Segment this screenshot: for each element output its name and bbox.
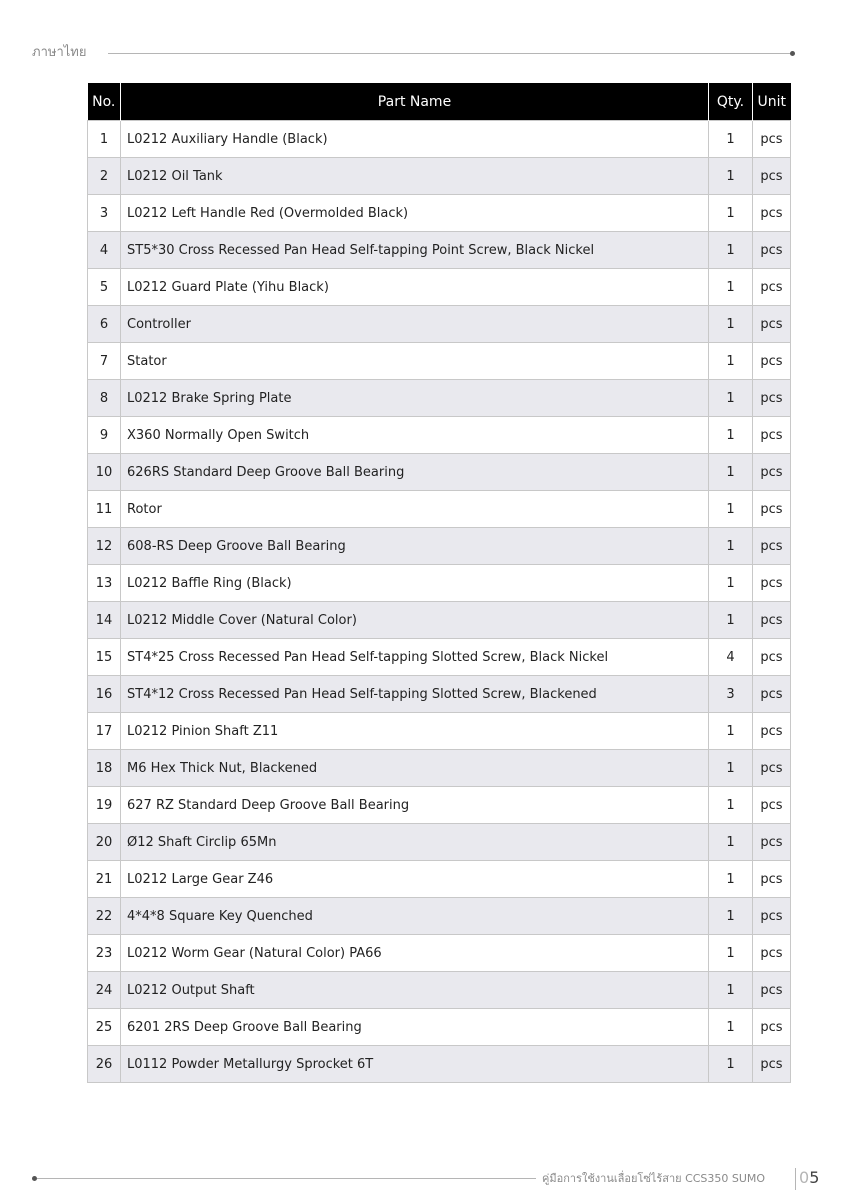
cell-part-name: L0212 Large Gear Z46 — [121, 861, 709, 898]
language-label: ภาษาไทย — [32, 45, 87, 60]
cell-unit: pcs — [753, 269, 791, 306]
cell-qty: 1 — [709, 565, 753, 602]
table-row — [88, 195, 791, 232]
cell-no: 3 — [88, 195, 121, 232]
cell-part-name: Controller — [121, 306, 709, 343]
table-row — [88, 380, 791, 417]
cell-part-name: L0212 Auxiliary Handle (Black) — [121, 121, 709, 158]
cell-no: 10 — [88, 454, 121, 491]
cell-no: 14 — [88, 602, 121, 639]
cell-unit: pcs — [753, 1046, 791, 1083]
table-row — [88, 676, 791, 713]
table-row — [88, 750, 791, 787]
table-row — [88, 602, 791, 639]
cell-qty: 1 — [709, 972, 753, 1009]
cell-unit: pcs — [753, 306, 791, 343]
parts-table — [87, 83, 791, 1083]
cell-unit: pcs — [753, 824, 791, 861]
cell-qty: 1 — [709, 602, 753, 639]
cell-part-name: 627 RZ Standard Deep Groove Ball Bearing — [121, 787, 709, 824]
cell-no: 2 — [88, 158, 121, 195]
table-row — [88, 787, 791, 824]
cell-qty: 1 — [709, 195, 753, 232]
cell-qty: 1 — [709, 232, 753, 269]
cell-qty: 1 — [709, 269, 753, 306]
cell-no: 11 — [88, 491, 121, 528]
cell-no: 17 — [88, 713, 121, 750]
table-row — [88, 343, 791, 380]
cell-no: 25 — [88, 1009, 121, 1046]
cell-no: 24 — [88, 972, 121, 1009]
cell-no: 20 — [88, 824, 121, 861]
cell-qty: 1 — [709, 1046, 753, 1083]
cell-part-name: L0212 Pinion Shaft Z11 — [121, 713, 709, 750]
header-divider — [108, 53, 790, 54]
table-row — [88, 1046, 791, 1083]
cell-qty: 1 — [709, 491, 753, 528]
cell-unit: pcs — [753, 195, 791, 232]
cell-part-name: Rotor — [121, 491, 709, 528]
cell-no: 7 — [88, 343, 121, 380]
parts-table-body — [88, 121, 791, 1083]
column-header-part-name: Part Name — [121, 83, 709, 121]
cell-part-name: 6201 2RS Deep Groove Ball Bearing — [121, 1009, 709, 1046]
cell-unit: pcs — [753, 898, 791, 935]
cell-no: 23 — [88, 935, 121, 972]
table-row — [88, 972, 791, 1009]
table-row — [88, 232, 791, 269]
column-header-no: No. — [88, 83, 121, 121]
cell-qty: 1 — [709, 935, 753, 972]
table-row — [88, 713, 791, 750]
cell-no: 15 — [88, 639, 121, 676]
cell-qty: 1 — [709, 417, 753, 454]
cell-unit: pcs — [753, 639, 791, 676]
cell-no: 4 — [88, 232, 121, 269]
cell-qty: 1 — [709, 750, 753, 787]
cell-no: 1 — [88, 121, 121, 158]
table-row — [88, 898, 791, 935]
cell-unit: pcs — [753, 380, 791, 417]
footer-divider — [37, 1178, 536, 1179]
cell-no: 16 — [88, 676, 121, 713]
table-row — [88, 269, 791, 306]
table-row — [88, 639, 791, 676]
cell-part-name: L0212 Oil Tank — [121, 158, 709, 195]
table-header-row — [88, 83, 791, 121]
cell-unit: pcs — [753, 602, 791, 639]
cell-part-name: L0212 Middle Cover (Natural Color) — [121, 602, 709, 639]
cell-qty: 1 — [709, 861, 753, 898]
column-header-qty: Qty. — [709, 83, 753, 121]
table-row — [88, 861, 791, 898]
cell-unit: pcs — [753, 454, 791, 491]
cell-no: 19 — [88, 787, 121, 824]
page-number-lead: 0 — [799, 1168, 810, 1187]
cell-unit: pcs — [753, 676, 791, 713]
page-number-digit: 5 — [809, 1168, 820, 1187]
cell-no: 21 — [88, 861, 121, 898]
table-row — [88, 121, 791, 158]
table-row — [88, 1009, 791, 1046]
cell-unit: pcs — [753, 861, 791, 898]
cell-unit: pcs — [753, 972, 791, 1009]
cell-qty: 1 — [709, 713, 753, 750]
cell-part-name: ST5*30 Cross Recessed Pan Head Self-tapping Point Screw, Black Nickel — [121, 232, 709, 269]
cell-unit: pcs — [753, 750, 791, 787]
table-row — [88, 824, 791, 861]
cell-qty: 1 — [709, 787, 753, 824]
cell-part-name: X360 Normally Open Switch — [121, 417, 709, 454]
table-row — [88, 417, 791, 454]
cell-unit: pcs — [753, 565, 791, 602]
table-row — [88, 306, 791, 343]
cell-unit: pcs — [753, 158, 791, 195]
table-row — [88, 158, 791, 195]
cell-no: 22 — [88, 898, 121, 935]
cell-qty: 4 — [709, 639, 753, 676]
cell-unit: pcs — [753, 121, 791, 158]
cell-no: 12 — [88, 528, 121, 565]
cell-qty: 1 — [709, 898, 753, 935]
cell-unit: pcs — [753, 787, 791, 824]
cell-part-name: 4*4*8 Square Key Quenched — [121, 898, 709, 935]
cell-no: 8 — [88, 380, 121, 417]
cell-part-name: ST4*25 Cross Recessed Pan Head Self-tapping Slotted Screw, Black Nickel — [121, 639, 709, 676]
cell-part-name: 626RS Standard Deep Groove Ball Bearing — [121, 454, 709, 491]
cell-part-name: L0212 Guard Plate (Yihu Black) — [121, 269, 709, 306]
cell-part-name: Stator — [121, 343, 709, 380]
cell-no: 13 — [88, 565, 121, 602]
cell-no: 18 — [88, 750, 121, 787]
manual-title: คู่มือการใช้งานเลื่อยโซ่ไร้สาย CCS350 SUMO — [542, 1172, 766, 1185]
cell-unit: pcs — [753, 417, 791, 454]
table-row — [88, 528, 791, 565]
cell-qty: 1 — [709, 306, 753, 343]
cell-qty: 3 — [709, 676, 753, 713]
cell-no: 5 — [88, 269, 121, 306]
cell-qty: 1 — [709, 158, 753, 195]
cell-unit: pcs — [753, 343, 791, 380]
cell-part-name: M6 Hex Thick Nut, Blackened — [121, 750, 709, 787]
cell-part-name: L0212 Left Handle Red (Overmolded Black) — [121, 195, 709, 232]
table-row — [88, 491, 791, 528]
cell-part-name: 608-RS Deep Groove Ball Bearing — [121, 528, 709, 565]
cell-qty: 1 — [709, 528, 753, 565]
cell-qty: 1 — [709, 343, 753, 380]
cell-unit: pcs — [753, 1009, 791, 1046]
cell-qty: 1 — [709, 121, 753, 158]
cell-unit: pcs — [753, 491, 791, 528]
table-row — [88, 935, 791, 972]
cell-unit: pcs — [753, 713, 791, 750]
cell-qty: 1 — [709, 454, 753, 491]
cell-part-name: L0112 Powder Metallurgy Sprocket 6T — [121, 1046, 709, 1083]
column-header-unit: Unit — [753, 83, 791, 121]
cell-unit: pcs — [753, 232, 791, 269]
cell-no: 9 — [88, 417, 121, 454]
cell-no: 26 — [88, 1046, 121, 1083]
header-dot — [790, 51, 795, 56]
page-number — [799, 1167, 819, 1189]
cell-part-name: Ø12 Shaft Circlip 65Mn — [121, 824, 709, 861]
cell-part-name: L0212 Worm Gear (Natural Color) PA66 — [121, 935, 709, 972]
cell-no: 6 — [88, 306, 121, 343]
cell-part-name: L0212 Brake Spring Plate — [121, 380, 709, 417]
cell-qty: 1 — [709, 824, 753, 861]
cell-part-name: L0212 Baffle Ring (Black) — [121, 565, 709, 602]
cell-part-name: L0212 Output Shaft — [121, 972, 709, 1009]
footer-separator — [795, 1168, 796, 1190]
cell-qty: 1 — [709, 1009, 753, 1046]
cell-unit: pcs — [753, 935, 791, 972]
table-row — [88, 454, 791, 491]
cell-unit: pcs — [753, 528, 791, 565]
cell-part-name: ST4*12 Cross Recessed Pan Head Self-tapping Slotted Screw, Blackened — [121, 676, 709, 713]
cell-qty: 1 — [709, 380, 753, 417]
table-row — [88, 565, 791, 602]
